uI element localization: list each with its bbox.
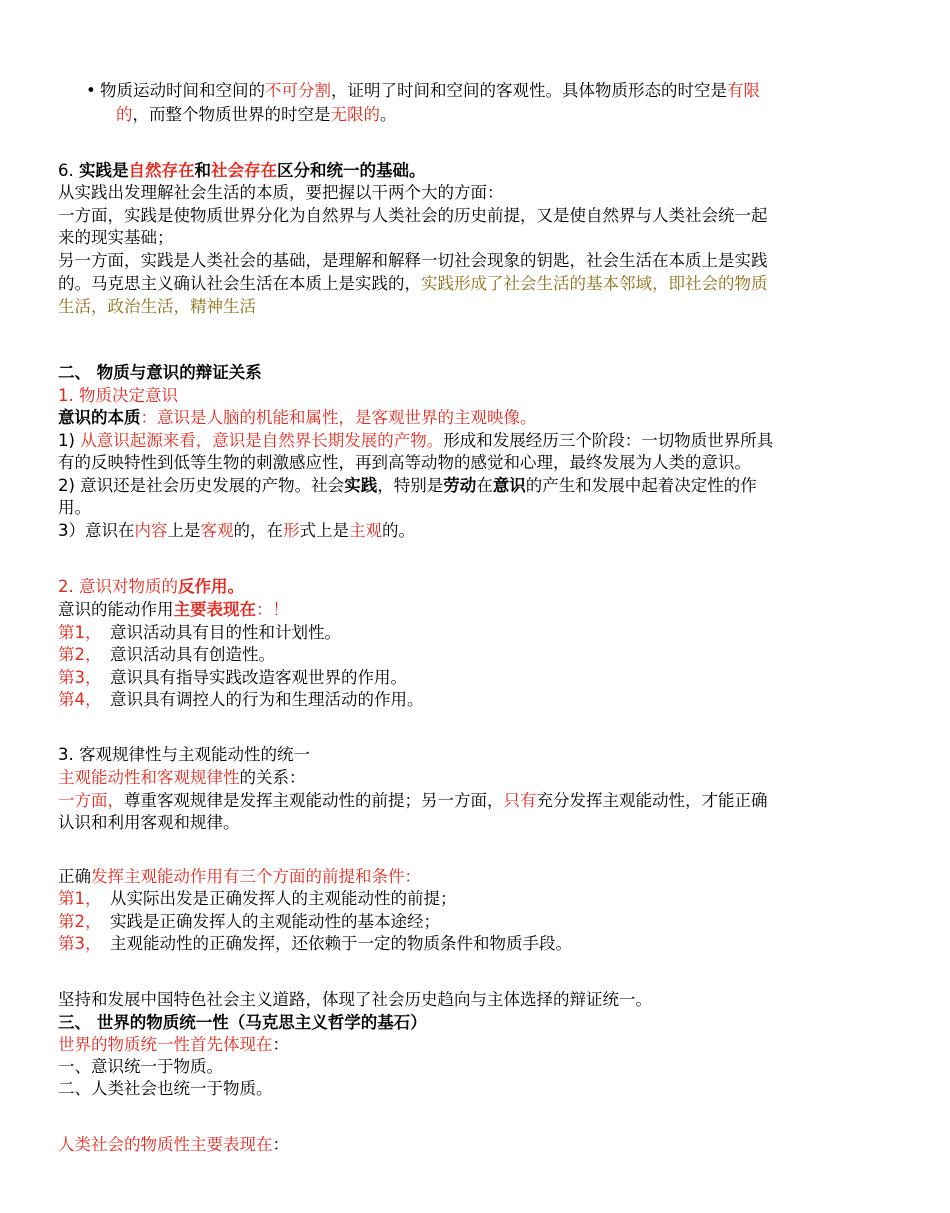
active-item-2: 第2， 意识活动具有创造性。 xyxy=(58,645,275,664)
consciousness-essence: 意识的本质：意识是人脑的机能和属性，是客观世界的主观映像。 xyxy=(58,408,537,427)
active-item-3: 第3， 意识具有指导实践改造客观世界的作用。 xyxy=(58,668,407,687)
section-6-para-3: 来的现实基础； xyxy=(58,228,174,247)
part-2-heading: 二、 物质与意识的辩证关系 xyxy=(58,363,262,382)
section-6-para-5: 的。马克思主义确认社会生活在本质上是实践的，实践形成了社会生活的基本邻域，即社会的物质 xyxy=(58,274,768,293)
conditions-intro: 正确发挥主观能动作用有三个方面的前提和条件： xyxy=(58,867,421,886)
relationship-intro: 主观能动性和客观规律性的关系： xyxy=(58,768,306,787)
bullet-line-1: 物质运动时间和空间的不可分割，证明了时间和空间的客观性。具体物质形态的时空是有限 xyxy=(100,81,760,100)
condition-2: 第2， 实践是正确发挥人的主观能动性的基本途经； xyxy=(58,912,440,931)
condition-3: 第3， 主观能动性的正确发挥，还依赖于一定的物质条件和物质手段。 xyxy=(58,934,572,953)
subsection-3-title: 3. 客观规律性与主观能动性的统一 xyxy=(58,745,310,764)
part-3-heading: 三、 世界的物质统一性（马克思主义哲学的基石） xyxy=(58,1013,427,1032)
society-materiality-intro: 人类社会的物质性主要表现在： xyxy=(58,1135,289,1154)
section-6-para-6: 生活，政治生活，精神生活 xyxy=(58,297,256,316)
unity-point-1: 一、意识统一于物质。 xyxy=(58,1057,223,1076)
item-1-line-a: 1) 从意识起源来看，意识是自然界长期发展的产物。形成和发展经历三个阶段：一切物质世界所具 xyxy=(58,431,774,450)
section-6-para-2: 一方面，实践是使物质世界分化为自然界与人类社会的历史前提，又是使自然界与人类社会统一起 xyxy=(58,206,768,225)
section-6-para-4: 另一方面，实践是人类社会的基础，是理解和解释一切社会现象的钥匙，社会生活在本质上是实践 xyxy=(58,251,768,270)
persist-statement: 坚持和发展中国特色社会主义道路，体现了社会历史趋向与主体选择的辩证统一。 xyxy=(58,990,652,1009)
condition-1: 第1， 从实际出发是正确发挥人的主观能动性的前提； xyxy=(58,889,457,908)
active-item-4: 第4， 意识具有调控人的行为和生理活动的作用。 xyxy=(58,690,424,709)
item-2-line-b: 用。 xyxy=(58,498,91,517)
bullet-line-2: 的，而整个物质世界的时空是无限的。 xyxy=(116,105,397,124)
active-role-intro: 意识的能动作用主要表现在：！ xyxy=(58,600,289,619)
unity-point-2: 二、人类社会也统一于物质。 xyxy=(58,1079,273,1098)
section-6-title: 6. 实践是自然存在和社会存在区分和统一的基础。 xyxy=(58,161,426,180)
item-3: 3）意识在内容上是客观的，在形式上是主观的。 xyxy=(58,521,415,540)
unity-first-intro: 世界的物质统一性首先体现在： xyxy=(58,1035,289,1054)
subsection-2-title: 2. 意识对物质的反作用。 xyxy=(58,577,244,596)
subsection-1-title: 1. 物质决定意识 xyxy=(58,386,178,405)
section-6-para-1: 从实践出发理解社会生活的本质，要把握以干两个大的方面： xyxy=(58,183,504,202)
bullet-dot: • xyxy=(86,81,96,100)
relationship-line-1: 一方面，尊重客观规律是发挥主观能动性的前提；另一方面，只有充分发挥主观能动性，才能正确 xyxy=(58,791,768,810)
item-1-line-b: 有的反映特性到低等生物的刺激感应性，再到高等动物的感觉和心理，最终发展为人类的意识。 xyxy=(58,453,751,472)
relationship-line-2: 认识和利用客观和规律。 xyxy=(58,813,240,832)
item-2-line-a: 2) 意识还是社会历史发展的产物。社会实践，特别是劳动在意识的产生和发展中起着决定性的作 xyxy=(58,476,757,495)
active-item-1: 第1， 意识活动具有目的性和计划性。 xyxy=(58,623,341,642)
